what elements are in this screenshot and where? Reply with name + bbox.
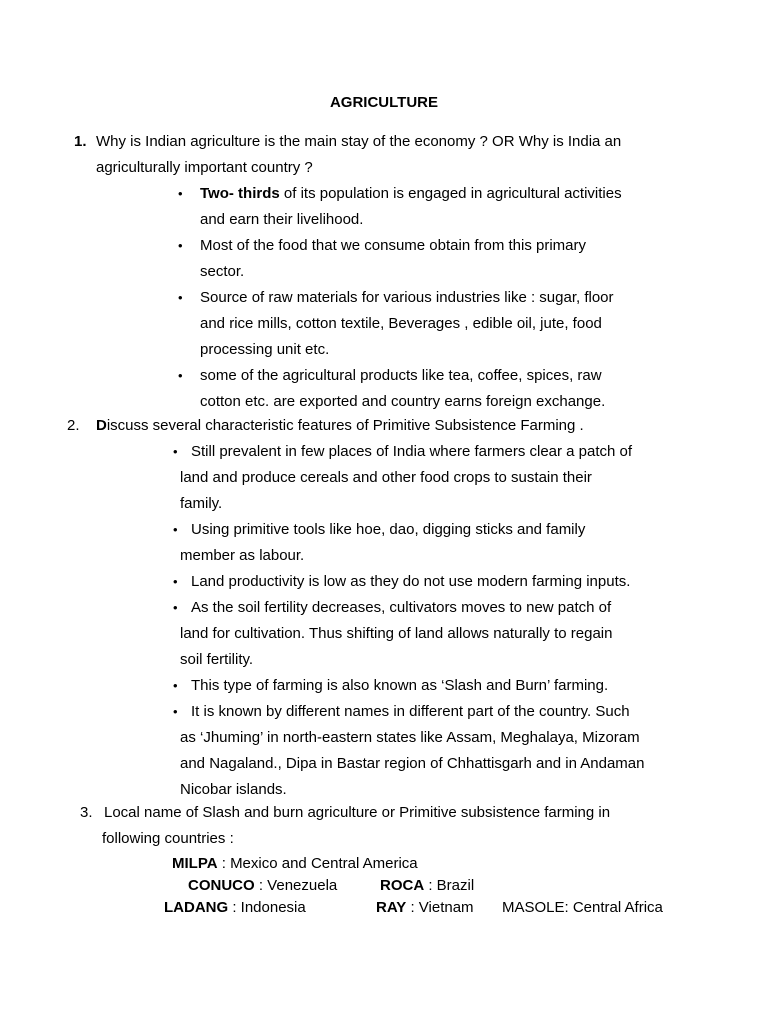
ray-entry: RAY : Vietnam [376, 899, 474, 916]
q2-bullet-4-cont: soil fertility. [180, 651, 254, 668]
roca-entry: ROCA : Brazil [380, 877, 475, 894]
q1-bullet-4-cont: cotton etc. are exported and country earns foreign exchange. [200, 393, 606, 410]
q2-bullet-6-cont: as ‘Jhuming’ in north-eastern states like Assam, Meghalaya, Mizoram [180, 729, 640, 746]
q1-bullet-2: Most of the food that we consume obtain from this primary [200, 237, 587, 254]
q2-bullet-2: Using primitive tools like hoe, dao, digging sticks and family [191, 521, 586, 538]
q1-bullet-1: Two- thirds of its population is engaged in agricultural activities [200, 185, 622, 202]
q2-bullet-3: Land productivity is low as they do not use modern farming inputs. [191, 573, 631, 590]
q2-number: 2. [67, 417, 80, 434]
q2-bullet-5: This type of farming is also known as ‘Slash and Burn’ farming. [191, 677, 609, 694]
bullet-icon: • [173, 678, 178, 693]
q2-heading: Discuss several characteristic features of Primitive Subsistence Farming . [96, 417, 584, 434]
q2-bullet-1: Still prevalent in few places of India where farmers clear a patch of [191, 443, 633, 460]
q2-bullet-6-cont: and Nagaland., Dipa in Bastar region of Chhattisgarh and in Andaman [180, 755, 645, 772]
page-title: AGRICULTURE [329, 94, 439, 111]
q1-bullet-2-cont: sector. [200, 263, 245, 280]
masole-entry: MASOLE: Central Africa [502, 899, 663, 916]
q1-bullet-3-cont: processing unit etc. [200, 341, 330, 358]
q3-line-1: Local name of Slash and burn agriculture or Primitive subsistence farming in [104, 804, 611, 821]
q3-number: 3. [80, 804, 93, 821]
bullet-icon: • [173, 574, 178, 589]
bullet-icon: • [173, 522, 178, 537]
q3-line-2: following countries : [102, 830, 234, 847]
bullet-icon: • [173, 704, 178, 719]
bullet-icon: • [178, 290, 183, 305]
bullet-icon: • [173, 600, 178, 615]
q2-bullet-6: It is known by different names in different part of the country. Such [191, 703, 630, 720]
q1-bullet-3-cont: and rice mills, cotton textile, Beverages , edible oil, jute, food [200, 315, 602, 332]
milpa-entry: MILPA : Mexico and Central America [172, 855, 418, 872]
bullet-icon: • [173, 444, 178, 459]
q1-bullet-4: some of the agricultural products like tea, coffee, spices, raw [200, 367, 602, 384]
ladang-entry: LADANG : Indonesia [164, 899, 306, 916]
bullet-icon: • [178, 186, 183, 201]
q1-bullet-1-cont: and earn their livelihood. [200, 211, 364, 228]
q2-bullet-4-cont: land for cultivation. Thus shifting of land allows naturally to regain [180, 625, 613, 642]
q1-number: 1. [74, 133, 87, 150]
bullet-icon: • [178, 368, 183, 383]
q2-bullet-4: As the soil fertility decreases, cultivators moves to new patch of [191, 599, 612, 616]
q2-bullet-1-cont: land and produce cereals and other food crops to sustain their [180, 469, 592, 486]
q1-line-1: Why is Indian agriculture is the main stay of the economy ? OR Why is India an [96, 133, 622, 150]
q1-line-2: agriculturally important country ? [96, 159, 313, 176]
q2-bullet-2-cont: member as labour. [180, 547, 305, 564]
q1-bullet-3: Source of raw materials for various industries like : sugar, floor [200, 289, 614, 306]
q2-bullet-6-cont: Nicobar islands. [180, 781, 287, 798]
bullet-icon: • [178, 238, 183, 253]
q2-bullet-1-cont: family. [180, 495, 223, 512]
conuco-entry: CONUCO : Venezuela [188, 877, 338, 894]
